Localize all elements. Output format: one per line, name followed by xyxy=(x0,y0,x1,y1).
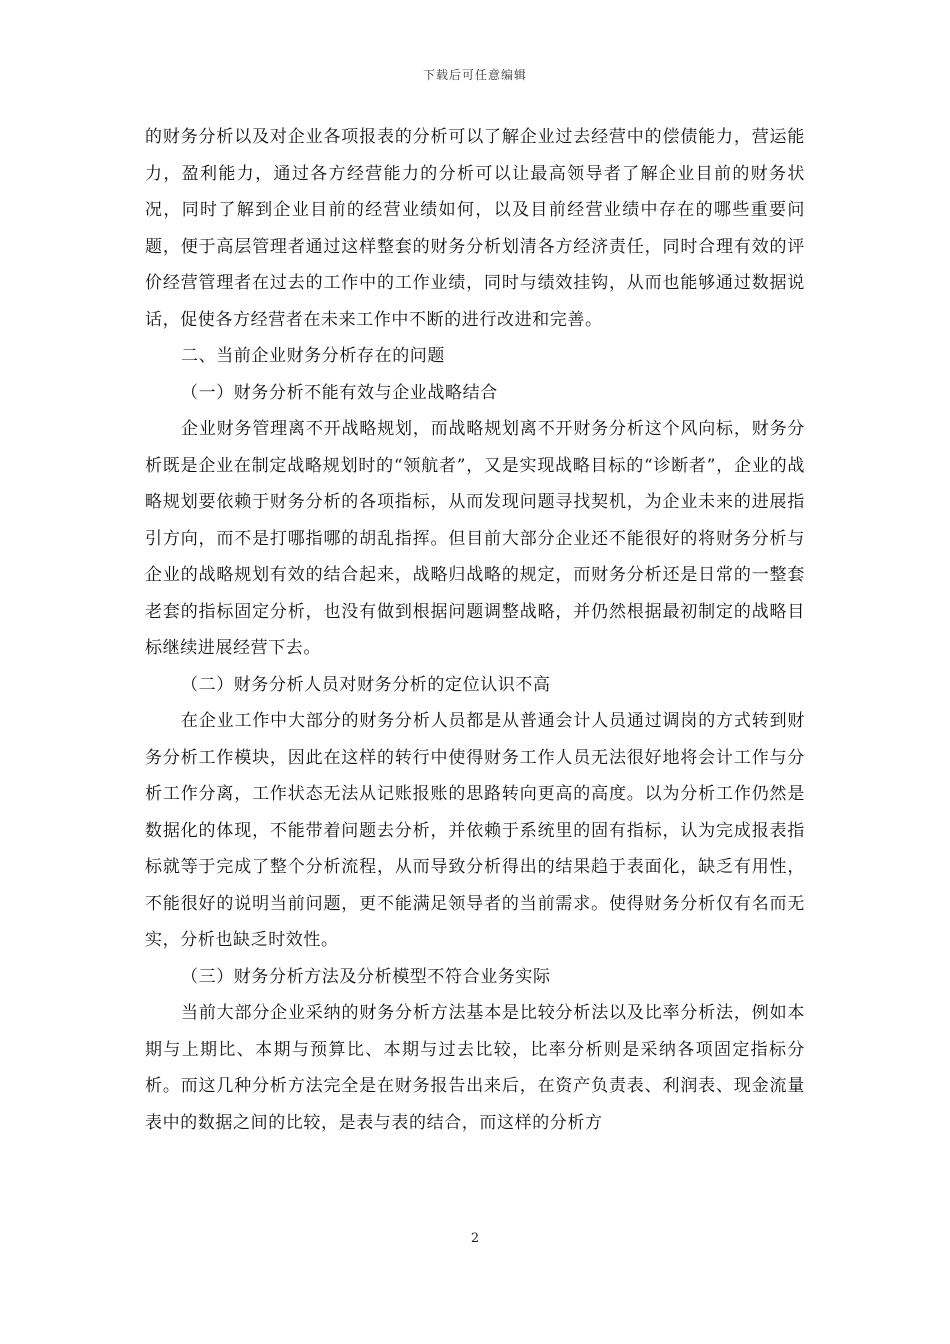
paragraph-strategy: 企业财务管理离不开战略规划，而战略规划离不开财务分析这个风向标，财务分析既是企业在制定战略规划时的“领航者”，又是实现战略目标的“诊断者”，企业的战略规划要依赖于财务分析的各项指标，从而发现问题寻找契机，为企业未来的进展指引方向，而不是打哪指哪的胡乱指挥。但目前大部分企业还不能很好的将财务分析与企业的战略规划有效的结合起来，战略归战略的规定，而财务分析还是日常的一整套老套的指标固定分析，也没有做到根据问题调整战略，并仍然根据最初制定的战略目标继续进展经营下去。 xyxy=(145,419,805,658)
section-heading: 二、当前企业财务分析存在的问题 xyxy=(181,346,445,366)
subsection-heading-2: （二）财务分析人员对财务分析的定位认识不高 xyxy=(181,674,551,695)
page-number: 2 xyxy=(470,1231,480,1246)
header-note: 下载后可任意编辑 xyxy=(422,68,527,82)
body-text xyxy=(145,119,805,1141)
paragraph-analysts: 在企业工作中大部分的财务分析人员都是从普通会计人员通过调岗的方式转到财务分析工作模块，因此在这样的转行中使得财务工作人员无法很好地将会计工作与分析工作分离，工作状态无法从记账报账的思路转向更高的高度。以为分析工作仍然是数据化的体现，不能带着问题去分析，并依赖于系统里的固有指标，认为完成报表指标就等于完成了整个分析流程，从而导致分析得出的结果趋于表面化，缺乏有用性，不能很好的说明当前问题，更不能满足领导者的当前需求。使得财务分析仅有名而无实，分析也缺乏时效性。 xyxy=(145,711,805,950)
paragraph-continuation: 的财务分析以及对企业各项报表的分析可以了解企业过去经营中的偿债能力，营运能力，盈利能力，通过各方经营能力的分析可以让最高领导者了解企业目前的财务状况，同时了解到企业目前的经营业绩如何，以及目前经营业绩中存在的哪些重要问题，便于高层管理者通过这样整套的财务分析划清各方经济责任，同时合理有效的评价经营管理者在过去的工作中的工作业绩，同时与绩效挂钩，从而也能够通过数据说话，促使各方经营者在未来工作中不断的进行改进和完善。 xyxy=(145,127,805,330)
subsection-heading-1: （一）财务分析不能有效与企业战略结合 xyxy=(181,382,498,403)
paragraph-methods: 当前大部分企业采纳的财务分析方法基本是比较分析法以及比率分析法，例如本期与上期比、本期与预算比、本期与过去比较，比率分析则是采纳各项固定指标分析。而这几种分析方法完全是在财务报告出来后，在资产负责表、利润表、现金流量表中的数据之间的比较，是表与表的结合，而这样的分析方 xyxy=(145,1003,805,1133)
subsection-heading-3: （三）财务分析方法及分析模型不符合业务实际 xyxy=(181,966,551,987)
